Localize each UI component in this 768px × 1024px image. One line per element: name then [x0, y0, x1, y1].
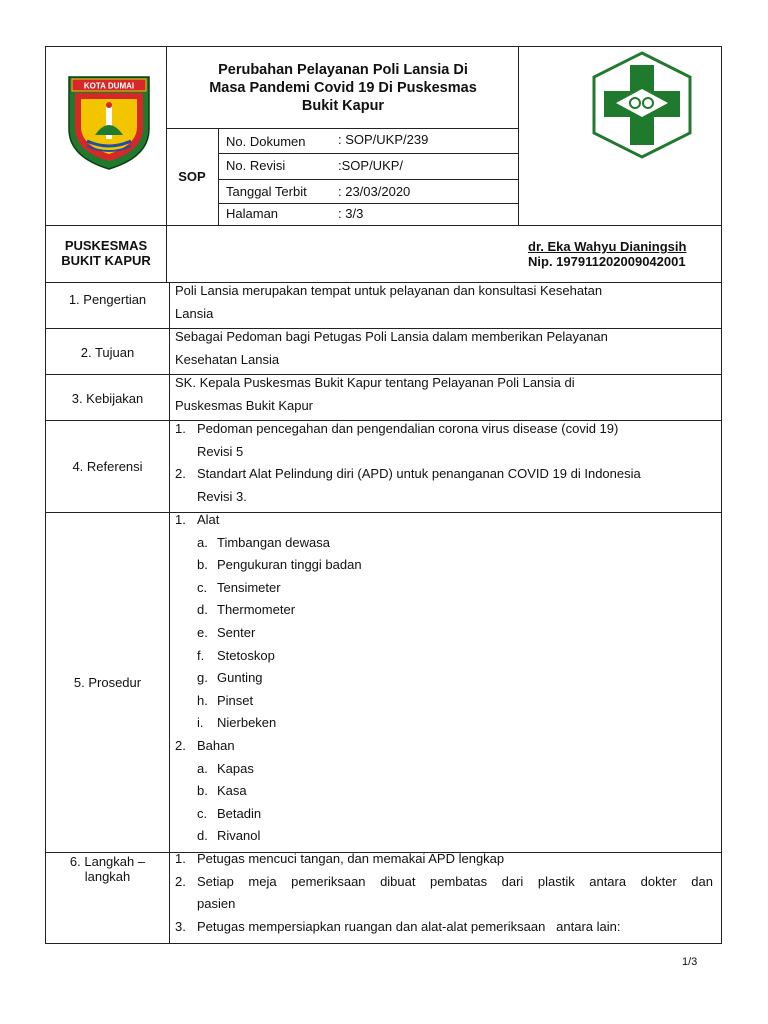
row-content [175, 418, 713, 508]
list-item: 1. Petugas mencuci tangan, dan memakai APD lengkap [175, 851, 505, 866]
row-pengertian [45, 283, 722, 329]
row-label: 5. Prosedur [73, 675, 142, 690]
row-label: 3. Kebijakan [71, 391, 144, 406]
sub-item: i. Nierbeken [197, 715, 277, 731]
row-kebijakan [45, 375, 722, 421]
row-label: 4. Referensi [72, 459, 143, 474]
crest-label: KOTA DUMAI [83, 81, 135, 91]
row-content [175, 509, 713, 848]
meta-key-halaman: Halaman [226, 206, 279, 221]
meta-value-tanggal-terbit: : 23/03/2020 [338, 184, 411, 199]
list-item: 2. Bahan [175, 737, 235, 753]
sub-item: c. Betadin [197, 805, 262, 821]
sub-item: h. Pinset [197, 692, 254, 708]
row-label: 6. Langkah – langkah [69, 854, 146, 884]
puskesmas-logo-icon [564, 49, 720, 163]
row-langkah [45, 853, 722, 944]
sub-item: a. Timbangan dewasa [197, 534, 330, 550]
signer-name: dr. Eka Wahyu Dianingsih [528, 239, 687, 254]
meta-key-no-dokumen: No. Dokumen [226, 134, 306, 149]
meta-key-no-revisi: No. Revisi [226, 158, 286, 173]
sub-item: g. Gunting [197, 670, 263, 686]
sub-item: b. Pengukuran tinggi badan [197, 557, 362, 573]
list-item: 1. Pedoman pencegahan dan pengendalian corona virus disease (covid 19) Revisi 5 [175, 421, 619, 459]
row-label: 2. Tujuan [80, 345, 135, 360]
row-tujuan [45, 329, 722, 375]
document-title: Perubahan Pelayanan Poli Lansia Di Masa Pandemi Covid 19 Di Puskesmas Bukit Kapur [209, 62, 477, 114]
meta-value-halaman: : 3/3 [338, 206, 364, 221]
row-prosedur [45, 513, 722, 853]
sub-item: d. Rivanol [197, 828, 261, 844]
sop-label: SOP [178, 169, 206, 184]
kota-dumai-crest-icon [65, 71, 153, 171]
page-number: 1/3 [682, 956, 698, 968]
meta-value-no-dokumen: : SOP/UKP/239 [338, 132, 429, 147]
list-item: 1. Alat [175, 512, 220, 527]
puskesmas-name: PUSKESMAS BUKIT KAPUR [61, 238, 151, 268]
signer-block [528, 239, 686, 269]
list-item: 2. Setiap meja pemeriksaan dibuat pembatas dari plastik antara dokter dan pasien [175, 873, 713, 912]
meta-key-tanggal-terbit: Tanggal Terbit [226, 184, 307, 199]
meta-value-no-revisi: :SOP/UKP/ [338, 158, 404, 173]
list-item: 3. Petugas mempersiapkan ruangan dan alat-alat pemeriksaan antara lain: [175, 918, 621, 934]
row-content: Sebagai Pedoman bagi Petugas Poli Lansia dalam memberikan Pelayanan Kesehatan Lansia [175, 329, 608, 367]
row-content: Poli Lansia merupakan tempat untuk pelayanan dan konsultasi Kesehatan Lansia [175, 283, 603, 321]
row-referensi [45, 421, 722, 513]
sub-item: b. Kasa [197, 783, 247, 799]
row-label: 1. Pengertian [68, 292, 147, 307]
list-item: 2. Standart Alat Pelindung diri (APD) untuk penanganan COVID 19 di Indonesia Revisi 3. [175, 466, 641, 504]
signer-nip: Nip. 197911202009042001 [528, 254, 686, 269]
row-content [175, 848, 713, 938]
sub-item: c. Tensimeter [197, 579, 281, 595]
sub-item: f. Stetoskop [197, 647, 275, 663]
sub-item: d. Thermometer [197, 602, 296, 618]
header-table [45, 46, 722, 283]
sub-item: a. Kapas [197, 760, 254, 776]
row-content: SK. Kepala Puskesmas Bukit Kapur tentang Pelayanan Poli Lansia di Puskesmas Bukit Kapur [175, 375, 575, 413]
sub-item: e. Senter [197, 624, 256, 640]
